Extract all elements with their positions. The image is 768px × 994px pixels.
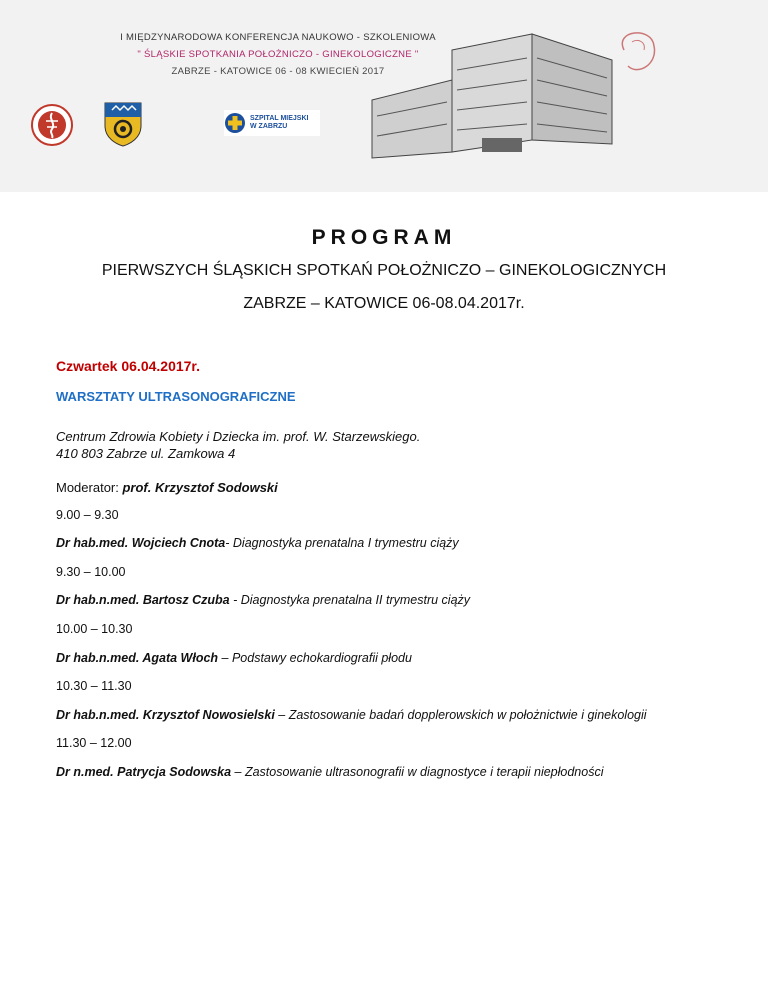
hospital-name-line1: SZPITAL MIEJSKI (250, 115, 309, 122)
page-title: PROGRAM (311, 226, 457, 249)
session-entry (56, 708, 647, 722)
coat-of-arms-icon (102, 100, 144, 148)
session-time: 10.00 – 10.30 (56, 622, 133, 636)
moderator-name: prof. Krzysztof Sodowski (122, 480, 278, 495)
session-entry (56, 536, 459, 550)
session-speaker: Dr hab.n.med. Bartosz Czuba (56, 593, 230, 607)
session-topic: – Zastosowanie ultrasonografii w diagnostyce i terapii niepłodności (231, 765, 604, 779)
workshop-heading: WARSZTATY ULTRASONOGRAFICZNE (56, 389, 296, 404)
day-heading: Czwartek 06.04.2017r. (56, 358, 200, 374)
session-time: 9.30 – 10.00 (56, 565, 126, 579)
session-entry (56, 593, 470, 607)
hospital-cross-icon (224, 112, 246, 134)
moderator (56, 480, 278, 495)
session-entry (56, 765, 604, 779)
society-seal-icon (30, 103, 74, 147)
session-time: 9.00 – 9.30 (56, 508, 119, 522)
banner-place-date: ZABRZE - KATOWICE 06 - 08 KWIECIEŃ 2017 (171, 66, 385, 77)
session-speaker: Dr hab.n.med. Agata Włoch (56, 651, 219, 665)
session-time: 11.30 – 12.00 (56, 736, 132, 750)
session-speaker: Dr n.med. Patrycja Sodowska (56, 765, 232, 779)
hospital-building-illustration (362, 20, 672, 170)
session-topic: – Podstawy echokardiografii płodu (218, 651, 412, 665)
hospital-name-line2: W ZABRZU (250, 123, 288, 130)
session-entry (56, 651, 412, 665)
session-time: 10.30 – 11.30 (56, 679, 132, 693)
session-topic: – Zastosowanie badań dopplerowskich w położnictwie i ginekologii (274, 708, 647, 722)
conference-banner (0, 0, 768, 192)
hospital-logo (224, 110, 320, 136)
session-speaker: Dr hab.n.med. Krzysztof Nowosielski (56, 708, 275, 722)
banner-conference-name: I MIĘDZYNARODOWA KONFERENCJA NAUKOWO - SZKOLENIOWA (120, 32, 436, 43)
venue-street: 410 803 Zabrze ul. Zamkowa 4 (56, 446, 236, 461)
venue-address (56, 428, 420, 462)
program-subtitle: PIERWSZYCH ŚLĄSKICH SPOTKAŃ POŁOŻNICZO – GINEKOLOGICZNYCH (101, 262, 667, 279)
venue-name: Centrum Zdrowia Kobiety i Dziecka im. prof. W. Starzewskiego. (56, 429, 421, 444)
session-topic: - Diagnostyka prenatalna I trymestru ciąży (225, 536, 459, 550)
program-dates: ZABRZE – KATOWICE 06-08.04.2017r. (243, 295, 525, 312)
moderator-label: Moderator: (56, 480, 123, 495)
banner-event-name: " ŚLĄSKIE SPOTKANIA POŁOŻNICZO - GINEKOLOGICZNE " (137, 49, 419, 60)
session-speaker: Dr hab.med. Wojciech Cnota (56, 536, 226, 550)
session-topic: - Diagnostyka prenatalna II trymestru ciąży (229, 593, 471, 607)
